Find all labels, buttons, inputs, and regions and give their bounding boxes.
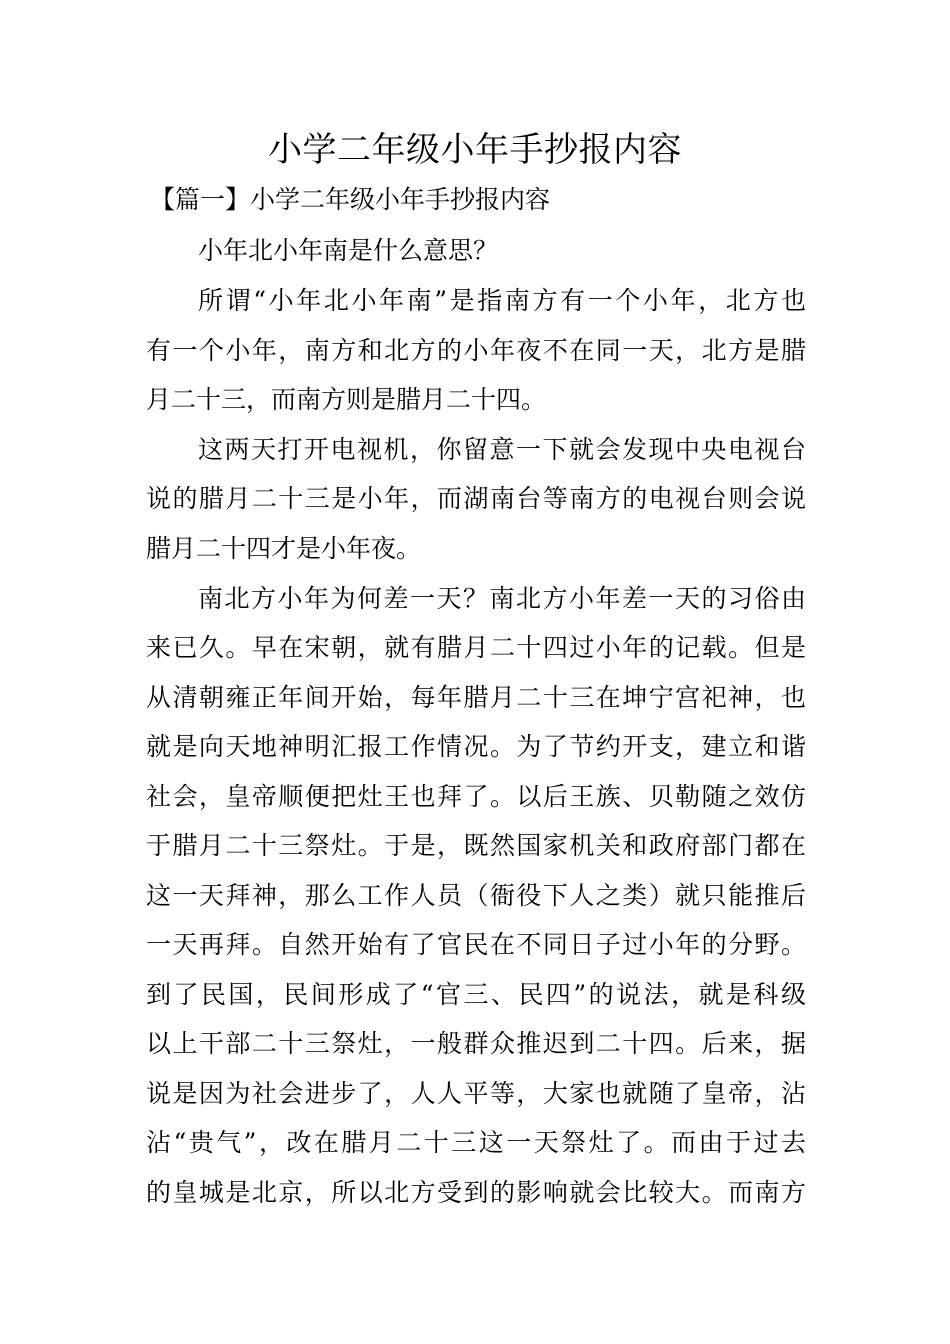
paragraph-line: 来已久。早在宋朝，就有腊月二十四过小年的记载。但是	[146, 633, 806, 662]
paragraph-line: 于腊月二十三祭灶。于是，既然国家机关和政府部门都在	[146, 831, 806, 860]
paragraph-line: 腊月二十四才是小年夜。	[146, 534, 422, 563]
paragraph-line: 月二十三，而南方则是腊月二十四。	[146, 385, 547, 414]
paragraph-line: 南北方小年为何差一天？南北方小年差一天的习俗由	[198, 584, 806, 613]
paragraph-line: 有一个小年，南方和北方的小年夜不在同一天，北方是腊	[146, 336, 806, 365]
paragraph-line: 沾“贵气”，改在腊月二十三这一天祭灶了。而由于过去	[146, 1128, 806, 1157]
paragraph-line: 从清朝雍正年间开始，每年腊月二十三在坤宁宫祀神，也	[146, 683, 806, 712]
paragraph-line: 以上干部二十三祭灶，一般群众推迟到二十四。后来，据	[146, 1029, 806, 1058]
paragraph-line: 所谓“小年北小年南”是指南方有一个小年，北方也	[198, 286, 806, 315]
paragraph-line: 社会，皇帝顺便把灶王也拜了。以后王族、贝勒随之效仿	[146, 782, 806, 811]
paragraph-line: 就是向天地神明汇报工作情况。为了节约开支，建立和谐	[146, 732, 806, 761]
paragraph-line: 说的腊月二十三是小年，而湖南台等南方的电视台则会说	[146, 484, 806, 513]
document-title: 小学二年级小年手抄报内容	[268, 130, 682, 170]
paragraph-line: 的皇城是北京，所以北方受到的影响就会比较大。而南方	[146, 1178, 806, 1207]
paragraph-line: 一天再拜。自然开始有了官民在不同日子过小年的分野。	[146, 930, 806, 959]
paragraph-line: 到了民国，民间形成了“官三、民四”的说法，就是科级	[146, 980, 806, 1009]
section-heading: 【篇一】小学二年级小年手抄报内容	[150, 185, 551, 214]
paragraph-line: 这一天拜神，那么工作人员（衙役下人之类）就只能推后	[146, 881, 806, 910]
paragraph-line: 说是因为社会进步了，人人平等，大家也就随了皇帝，沾	[146, 1079, 806, 1108]
paragraph-line: 这两天打开电视机，你留意一下就会发现中央电视台	[198, 435, 806, 464]
question-line: 小年北小年南是什么意思？	[198, 236, 499, 265]
